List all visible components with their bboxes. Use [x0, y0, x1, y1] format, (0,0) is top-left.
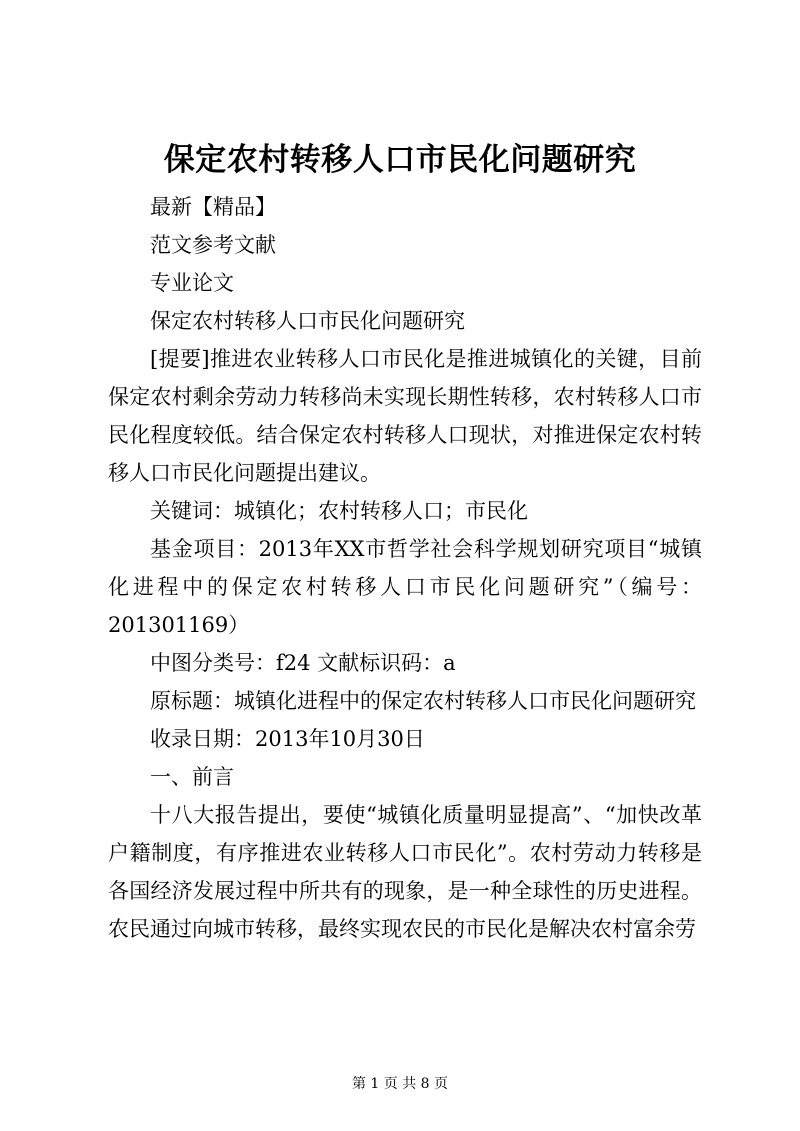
- header-line-reference: 范文参考文献: [150, 233, 276, 257]
- keywords-line: 关键词：城镇化；农村转移人口；市民化: [150, 499, 528, 523]
- header-line-category: 专业论文: [150, 271, 234, 295]
- section-heading-preface: 一、前言: [150, 765, 234, 789]
- document-title: 保定农村转移人口市民化问题研究: [163, 142, 637, 178]
- abstract-paragraph: [提要]推进农业转移人口市民化是推进城镇化的关键，目前保定农村剩余劳动力转移尚未实现长期性转移，农村转移人口市民化程度较低。结合保定农村转移人口现状，对推进保定农村转移人口市民化问题提出建议。: [108, 347, 702, 485]
- document-body: [108, 188, 702, 948]
- header-line-latest: 最新【精品】: [150, 195, 276, 219]
- fund-project-paragraph: 基金项目：2013年XX市哲学社会科学规划研究项目“城镇化进程中的保定农村转移人口市民化问题研究”（编号：201301169）: [108, 537, 702, 637]
- classification-line: 中图分类号：f24 文献标识码：a: [150, 651, 456, 675]
- subtitle: 保定农村转移人口市民化问题研究: [150, 309, 465, 333]
- original-title-line: 原标题：城镇化进程中的保定农村转移人口市民化问题研究: [150, 689, 696, 713]
- received-date-line: 收录日期：2013年10月30日: [150, 727, 425, 751]
- body-paragraph: 十八大报告提出，要使“城镇化质量明显提高”、“加快改革户籍制度，有序推进农业转移人口市民化”。农村劳动力转移是各国经济发展过程中所共有的现象，是一种全球性的历史进程。农民通过向城市转移，最终实现农民的市民化是解决农村富余劳: [108, 803, 702, 941]
- page-number-footer: 第 1 页 共 8 页: [351, 1076, 449, 1092]
